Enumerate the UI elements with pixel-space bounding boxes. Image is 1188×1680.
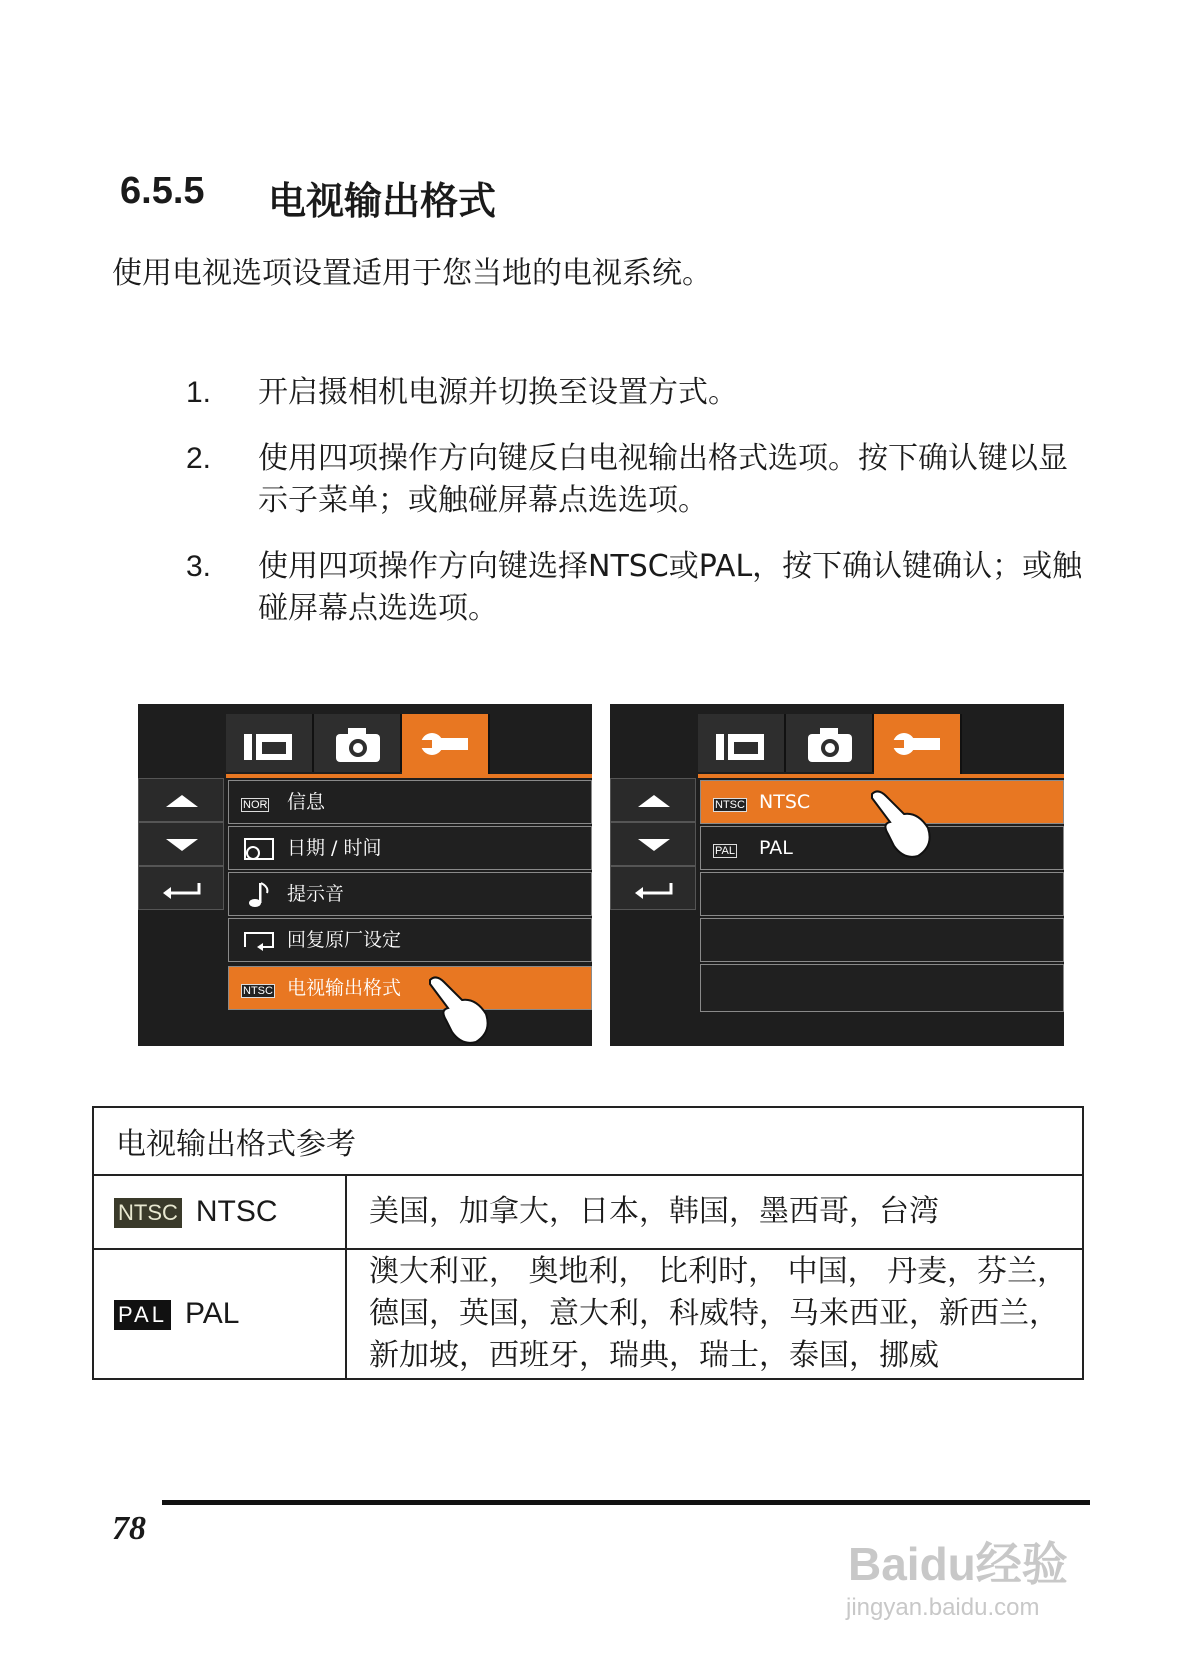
camera-icon	[314, 714, 400, 772]
menu-item-empty	[700, 918, 1064, 962]
table-row	[93, 1175, 1083, 1249]
return-icon	[611, 867, 697, 911]
format-name: PAL	[184, 1297, 240, 1330]
arrow-up-icon	[139, 779, 225, 823]
scroll-down-button[interactable]	[610, 822, 696, 866]
section-title: 电视输出格式	[268, 179, 497, 223]
scroll-down-button[interactable]	[138, 822, 224, 866]
reset-icon	[241, 919, 279, 961]
menu-item-empty	[700, 872, 1064, 916]
arrow-down-icon	[611, 823, 697, 867]
camera-screen-settings	[138, 704, 592, 1046]
format-name: NTSC	[195, 1195, 278, 1228]
ntsc-icon: NTSC	[715, 799, 745, 811]
hand-pointer-icon	[868, 784, 940, 860]
menu-item-beep[interactable]	[228, 872, 592, 916]
menu-item-empty	[700, 964, 1064, 1012]
camera-screen-tv-output	[610, 704, 1064, 1046]
step-text: 使用四项操作方向键选择NTSC或PAL，按下确认键确认；或触碰屏幕点选选项。	[258, 549, 1083, 626]
menu-item-label: 日期 / 时间	[287, 837, 382, 859]
menu-item-label: 电视输出格式	[287, 977, 402, 999]
tab-settings[interactable]	[402, 714, 490, 776]
menu-item-label: NTSC	[759, 791, 811, 813]
table-row	[93, 1249, 1083, 1379]
tv-format-reference-table	[92, 1106, 1084, 1380]
ntsc-icon: NTSC	[243, 985, 273, 997]
menu-item-label: 信息	[287, 791, 326, 813]
format-cell	[93, 1249, 346, 1379]
return-icon	[139, 867, 225, 911]
hand-pointer-icon	[426, 970, 498, 1046]
pal-tag-icon: PAL	[114, 1300, 171, 1330]
wrench-icon	[402, 714, 488, 772]
film-icon	[698, 714, 784, 772]
tab-bar	[698, 714, 968, 772]
tab-playback[interactable]	[226, 714, 314, 772]
format-cell	[93, 1175, 346, 1249]
menu-item-date-time[interactable]	[228, 826, 592, 870]
menu-item-factory-reset[interactable]	[228, 918, 592, 962]
intro-text: 使用电视选项设置适用于您当地的电视系统。	[112, 256, 712, 291]
step-number: 2.	[186, 442, 212, 475]
arrow-down-icon	[139, 823, 225, 867]
step-number: 1.	[186, 376, 212, 409]
pal-icon: PAL	[715, 845, 735, 857]
film-icon	[226, 714, 312, 772]
tab-camera[interactable]	[314, 714, 402, 772]
scroll-up-button[interactable]	[138, 778, 224, 822]
step-number: 3.	[186, 550, 212, 583]
back-button[interactable]	[138, 866, 224, 910]
table-caption: 电视输出格式参考	[93, 1107, 1083, 1175]
menu-item-label: PAL	[759, 837, 793, 859]
music-note-icon	[241, 873, 279, 915]
tab-playback[interactable]	[698, 714, 786, 772]
countries-cell: 美国，加拿大，日本，韩国，墨西哥，台湾	[346, 1175, 1083, 1249]
menu-item-info[interactable]	[228, 780, 592, 824]
arrow-up-icon	[611, 779, 697, 823]
clock-icon	[241, 827, 279, 869]
menu-item-label: 回复原厂设定	[287, 929, 402, 951]
tab-underline	[698, 774, 1064, 778]
nor-icon: NOR	[243, 799, 268, 811]
menu-item-label: 提示音	[287, 883, 345, 905]
scroll-up-button[interactable]	[610, 778, 696, 822]
footer-rule	[162, 1500, 1090, 1505]
step-text: 使用四项操作方向键反白电视输出格式选项。按下确认键以显示子菜单；或触碰屏幕点选选项。	[258, 441, 1068, 518]
tab-settings[interactable]	[874, 714, 962, 776]
section-number: 6.5.5	[120, 170, 205, 212]
back-button[interactable]	[610, 866, 696, 910]
wrench-icon	[874, 714, 960, 772]
step-text: 开启摄相机电源并切换至设置方式。	[258, 375, 738, 410]
menu-item-tv-output[interactable]	[228, 966, 592, 1010]
watermark-url: jingyan.baidu.com	[846, 1594, 1040, 1621]
camera-icon	[786, 714, 872, 772]
watermark-logo: Baidu经验	[848, 1538, 1068, 1590]
page-number: 78	[112, 1510, 146, 1547]
tab-camera[interactable]	[786, 714, 874, 772]
tab-underline	[226, 774, 592, 778]
tab-bar	[226, 714, 496, 772]
ntsc-tag-icon: NTSC	[114, 1198, 182, 1228]
countries-cell: 澳大利亚， 奥地利， 比利时， 中国， 丹麦，芬兰，德国，英国，意大利，科威特，马来西亚，新西兰，新加坡，西班牙，瑞典，瑞士，泰国，挪威	[346, 1249, 1083, 1379]
